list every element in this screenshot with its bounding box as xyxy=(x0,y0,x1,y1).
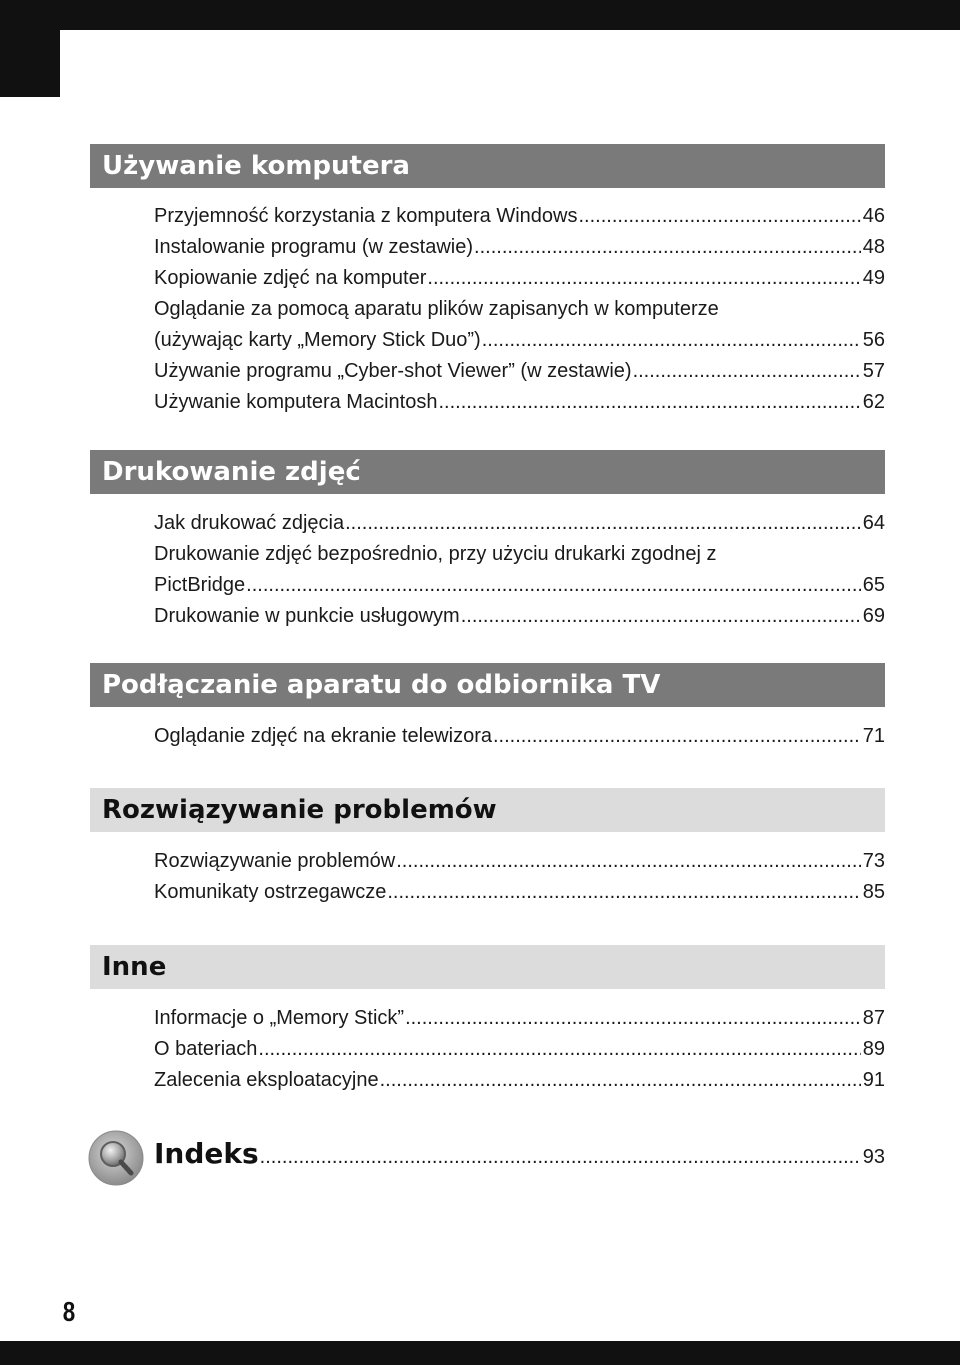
toc-entry[interactable] xyxy=(154,1134,885,1174)
dot-leader xyxy=(493,721,861,752)
page-number: 8 xyxy=(62,1296,76,1327)
section-header-printing xyxy=(90,450,885,494)
toc-list-other xyxy=(154,1003,885,1096)
top-black-strip xyxy=(0,0,960,30)
toc-page-number: 48 xyxy=(862,236,885,258)
dot-leader xyxy=(258,1034,860,1065)
toc-page-number: 89 xyxy=(862,1038,885,1060)
toc-entry-text: (używając karty „Memory Stick Duo”) xyxy=(154,329,481,351)
dot-leader xyxy=(438,387,860,418)
section-header-other xyxy=(90,945,885,989)
corner-tab-block xyxy=(0,0,60,97)
toc-list-using-computer xyxy=(154,201,885,418)
toc-entry-text: Komunikaty ostrzegawcze xyxy=(154,881,387,903)
toc-list-printing xyxy=(154,508,885,632)
index-label: Indeks xyxy=(154,1137,259,1170)
index-entry[interactable] xyxy=(154,1134,885,1174)
toc-entry-text: Oglądanie za pomocą aparatu plików zapisanych w komputerze xyxy=(154,298,719,320)
toc-entry-text: Instalowanie programu (w zestawie) xyxy=(154,236,474,258)
dot-leader xyxy=(260,1137,861,1177)
toc-page-number: 65 xyxy=(862,574,885,596)
dot-leader xyxy=(461,601,861,632)
section-title: Inne xyxy=(102,952,167,982)
section-header-tv xyxy=(90,663,885,707)
toc-entry-text: Zalecenia eksploatacyjne xyxy=(154,1069,379,1091)
section-title: Używanie komputera xyxy=(102,151,410,181)
section-title: Rozwiązywanie problemów xyxy=(102,795,497,825)
toc-page-number: 73 xyxy=(862,850,885,872)
toc-entry[interactable] xyxy=(154,263,885,294)
toc-entry-first-line[interactable] xyxy=(154,294,885,325)
dot-leader xyxy=(482,325,861,356)
toc-entry-text: Drukowanie zdjęć bezpośrednio, przy użyciu drukarki zgodnej z xyxy=(154,543,717,565)
toc-entry[interactable] xyxy=(154,325,885,356)
toc-entry[interactable] xyxy=(154,387,885,418)
toc-list-tv xyxy=(154,721,885,752)
toc-entry-text: Używanie komputera Macintosh xyxy=(154,391,438,413)
toc-entry-text: O bateriach xyxy=(154,1038,258,1060)
dot-leader xyxy=(427,263,860,294)
toc-entry[interactable] xyxy=(154,1003,885,1034)
toc-entry[interactable] xyxy=(154,877,885,908)
toc-entry[interactable] xyxy=(154,570,885,601)
toc-list-troubleshooting xyxy=(154,846,885,908)
section-title: Podłączanie aparatu do odbiornika TV xyxy=(102,670,661,700)
dot-leader xyxy=(345,508,861,539)
toc-entry-first-line[interactable] xyxy=(154,539,885,570)
toc-entry[interactable] xyxy=(154,721,885,752)
toc-entry[interactable] xyxy=(154,1065,885,1096)
dot-leader xyxy=(405,1003,861,1034)
toc-entry[interactable] xyxy=(154,1034,885,1065)
section-header-troubleshooting xyxy=(90,788,885,832)
toc-page-number: 85 xyxy=(862,881,885,903)
dot-leader xyxy=(380,1065,861,1096)
toc-entry-text: Przyjemność korzystania z komputera Windows xyxy=(154,205,578,227)
toc-entry-text: Drukowanie w punkcie usługowym xyxy=(154,605,460,627)
magnifier-icon xyxy=(88,1130,144,1186)
toc-page-number: 56 xyxy=(862,329,885,351)
toc-entry[interactable] xyxy=(154,601,885,632)
toc-page-number: 69 xyxy=(862,605,885,627)
dot-leader xyxy=(246,570,861,601)
toc-entry[interactable] xyxy=(154,232,885,263)
dot-leader xyxy=(578,201,860,232)
toc-page-number: 62 xyxy=(862,391,885,413)
toc-page-number: 46 xyxy=(862,205,885,227)
toc-page-number: 87 xyxy=(862,1007,885,1029)
toc-entry-text: PictBridge xyxy=(154,574,246,596)
bottom-black-strip xyxy=(0,1341,960,1365)
toc-page-number: 93 xyxy=(862,1146,885,1168)
toc-entry-text: Rozwiązywanie problemów xyxy=(154,850,396,872)
toc-entry-text: Oglądanie zdjęć na ekranie telewizora xyxy=(154,725,492,747)
dot-leader xyxy=(633,356,861,387)
dot-leader xyxy=(396,846,861,877)
toc-page-number: 57 xyxy=(862,360,885,382)
toc-entry[interactable] xyxy=(154,356,885,387)
toc-page-number: 49 xyxy=(862,267,885,289)
toc-entry[interactable] xyxy=(154,846,885,877)
dot-leader xyxy=(474,232,861,263)
toc-entry-text: Informacje o „Memory Stick” xyxy=(154,1007,405,1029)
toc-entry-text: Kopiowanie zdjęć na komputer xyxy=(154,267,427,289)
toc-entry-text: Jak drukować zdjęcia xyxy=(154,512,345,534)
toc-page-number: 91 xyxy=(862,1069,885,1091)
section-title: Drukowanie zdjęć xyxy=(102,457,361,487)
toc-entry[interactable] xyxy=(154,201,885,232)
dot-leader xyxy=(387,877,860,908)
toc-entry-text: Używanie programu „Cyber-shot Viewer” (w zestawie) xyxy=(154,360,632,382)
toc-page-number: 71 xyxy=(862,725,885,747)
toc-page-number: 64 xyxy=(862,512,885,534)
section-header-using-computer xyxy=(90,144,885,188)
toc-entry[interactable] xyxy=(154,508,885,539)
